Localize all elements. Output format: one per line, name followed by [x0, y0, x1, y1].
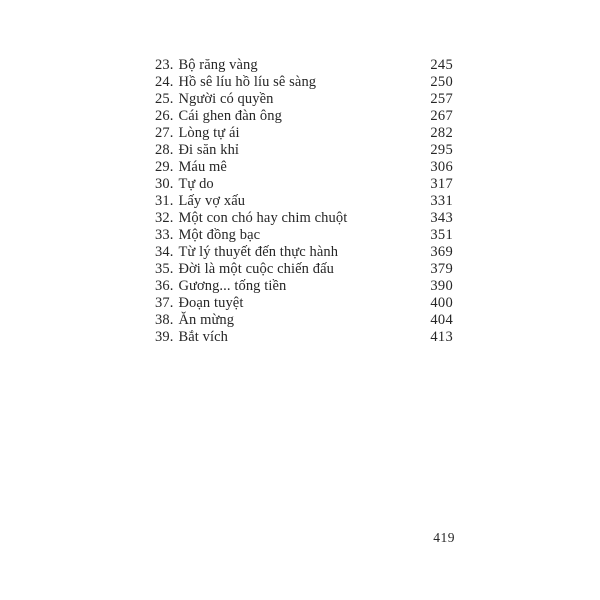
toc-entry-number: 25.: [155, 91, 174, 107]
toc-entry: [155, 312, 453, 329]
toc-entry-title: [155, 57, 258, 74]
folio-page-number: 419: [433, 530, 455, 545]
toc-entry-page: 257: [430, 91, 453, 107]
toc-entry-number: 37.: [155, 295, 174, 311]
toc-entry: [155, 74, 453, 91]
toc-entry: [155, 57, 453, 74]
toc-entry-text: Một con chó hay chim chuột: [178, 210, 348, 226]
toc-entry: [155, 91, 453, 108]
toc-entry-number: 33.: [155, 227, 174, 243]
toc-entry-text: Người có quyền: [178, 91, 274, 107]
toc-entry-page: 282: [430, 125, 453, 141]
toc-entry-text: Bộ răng vàng: [178, 57, 258, 73]
toc-entry-page: 343: [430, 210, 453, 226]
toc-entry-text: Lòng tự ái: [178, 125, 240, 141]
toc-entry-text: Gương... tống tiền: [178, 278, 287, 294]
toc-entry-number: 39.: [155, 329, 174, 345]
toc-entry-text: Cái ghen đàn ông: [178, 108, 282, 124]
toc-entry-title: [155, 210, 347, 227]
toc-entry: [155, 227, 453, 244]
toc-entry: [155, 329, 453, 346]
toc-entry-title: [155, 176, 214, 193]
toc-entry-text: Bắt vích: [178, 329, 228, 345]
toc-entry-number: 27.: [155, 125, 174, 141]
toc-entry-page: 390: [430, 278, 453, 294]
toc-entry-title: [155, 193, 245, 210]
toc-entry-text: Một đồng bạc: [178, 227, 261, 243]
toc-entry-page: 306: [430, 159, 453, 175]
toc-entry-number: 24.: [155, 74, 174, 90]
toc-entry-text: Đời là một cuộc chiến đấu: [178, 261, 334, 277]
toc-entry-title: [155, 261, 334, 278]
toc-entry-number: 30.: [155, 176, 174, 192]
toc-entry-text: Tự do: [178, 176, 214, 192]
toc-entry-title: [155, 74, 316, 91]
toc-entry-title: [155, 159, 227, 176]
toc-entry: [155, 159, 453, 176]
toc-entry-title: [155, 244, 338, 261]
toc-entry-page: 267: [430, 108, 453, 124]
toc-entry-text: Đi săn khỉ: [178, 142, 240, 158]
toc-entry-title: [155, 312, 234, 329]
toc-entry-title: [155, 227, 260, 244]
toc-entry-number: 26.: [155, 108, 174, 124]
toc-entry: [155, 295, 453, 312]
toc-entry: [155, 108, 453, 125]
toc-entry-title: [155, 329, 228, 346]
toc-entry: [155, 278, 453, 295]
toc-entry-text: Máu mê: [178, 159, 227, 175]
toc-entry: [155, 244, 453, 261]
toc-entry-number: 38.: [155, 312, 174, 328]
toc-entry-title: [155, 108, 282, 125]
toc-entry-text: Ăn mừng: [178, 312, 235, 328]
toc-entry: [155, 176, 453, 193]
toc-entry-page: 404: [430, 312, 453, 328]
toc-entry-text: Đoạn tuyệt: [178, 295, 244, 311]
toc-entry-page: 369: [430, 244, 453, 260]
toc-entry-page: 295: [430, 142, 453, 158]
toc-entry-page: 317: [430, 176, 453, 192]
toc-entry-text: Từ lý thuyết đến thực hành: [178, 244, 339, 260]
toc-entry-number: 23.: [155, 57, 174, 73]
toc-entry-number: 29.: [155, 159, 174, 175]
toc-entry-page: 351: [430, 227, 453, 243]
toc-entry: [155, 210, 453, 227]
toc-entry-number: 36.: [155, 278, 174, 294]
toc-entry-number: 31.: [155, 193, 174, 209]
toc-entry-title: [155, 125, 240, 142]
toc-entry-number: 32.: [155, 210, 174, 226]
toc-entry-page: 245: [430, 57, 453, 73]
toc-entry-number: 28.: [155, 142, 174, 158]
toc-entry-title: [155, 295, 243, 312]
toc-entry-page: 413: [430, 329, 453, 345]
toc-entry-page: 400: [430, 295, 453, 311]
toc-entry-title: [155, 142, 239, 159]
toc-entry-page: 250: [430, 74, 453, 90]
table-of-contents: [155, 57, 453, 346]
toc-entry: [155, 142, 453, 159]
toc-entry: [155, 193, 453, 210]
toc-entry-text: Hồ sê líu hồ líu sê sàng: [178, 74, 317, 90]
toc-entry-text: Lấy vợ xấu: [178, 193, 246, 209]
toc-entry-number: 35.: [155, 261, 174, 277]
toc-entry-number: 34.: [155, 244, 174, 260]
toc-entry-title: [155, 91, 274, 108]
toc-entry-page: 379: [430, 261, 453, 277]
toc-entry-title: [155, 278, 286, 295]
toc-entry: [155, 125, 453, 142]
toc-entry: [155, 261, 453, 278]
toc-entry-page: 331: [430, 193, 453, 209]
